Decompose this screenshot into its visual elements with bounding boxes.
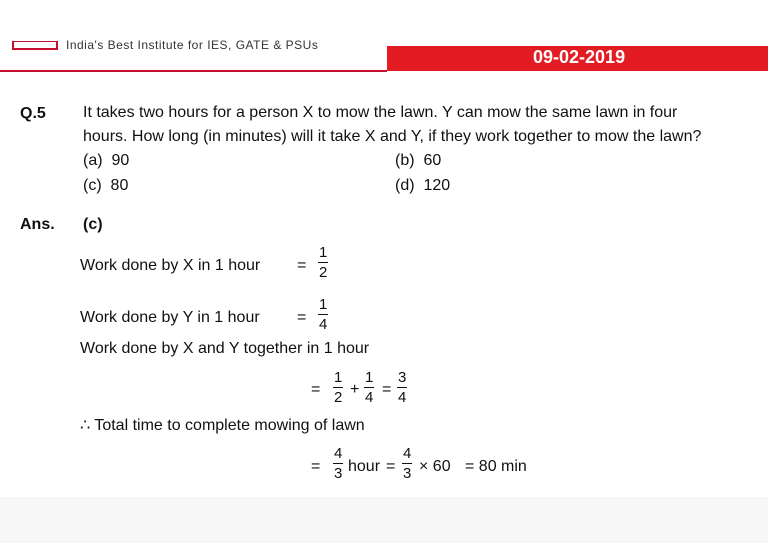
time-unit: hour (348, 458, 381, 475)
header-divider (0, 70, 387, 72)
question-line-1: It takes two hours for a person X to mow the lawn. Y can mow the same lawn in four (83, 104, 678, 121)
final-result: = 80 min (465, 458, 527, 475)
option-label: (c) (83, 177, 102, 194)
equals-sign: = (382, 381, 392, 398)
fraction-four-thirds (402, 445, 412, 482)
fraction-one-quarter (364, 369, 374, 406)
fraction-four-thirds (333, 445, 343, 482)
numerator: 1 (365, 369, 374, 386)
denominator: 4 (319, 316, 328, 333)
step-4-text: ∴ Total time to complete mowing of lawn (80, 417, 365, 434)
fraction-one-half (333, 369, 343, 406)
option-value: 120 (423, 177, 451, 194)
option-label: (a) (83, 152, 103, 169)
fraction-bar (364, 387, 374, 388)
plus-sign: + (350, 381, 360, 398)
option-label: (d) (395, 177, 415, 194)
denominator: 4 (365, 389, 374, 406)
denominator: 3 (334, 465, 343, 482)
equals-sign: = (311, 458, 321, 475)
exam-date: 09-02-2019 (533, 47, 626, 67)
denominator: 2 (319, 264, 328, 281)
equals-sign: = (386, 458, 396, 475)
step-2-text: Work done by Y in 1 hour (80, 309, 260, 326)
fraction-bar (333, 463, 343, 464)
numerator: 4 (334, 445, 343, 462)
fraction-bar (402, 463, 412, 464)
equals-sign: = (297, 257, 307, 274)
answer-choice: (c) (83, 216, 103, 233)
institute-logo (12, 41, 58, 50)
step-3-text: Work done by X and Y together in 1 hour (80, 340, 370, 357)
denominator: 2 (334, 389, 343, 406)
denominator: 3 (403, 465, 412, 482)
fraction-three-quarters (397, 369, 407, 406)
option-c (83, 177, 128, 195)
option-d (395, 177, 450, 195)
multiplier: × 60 (419, 458, 451, 475)
numerator: 1 (319, 296, 328, 313)
header-tagline: India's Best Institute for IES, GATE & PSUs (66, 38, 319, 52)
option-b (395, 152, 441, 170)
numerator: 4 (403, 445, 412, 462)
answer-label: Ans. (20, 216, 55, 233)
option-value: 80 (110, 177, 129, 194)
denominator: 4 (398, 389, 407, 406)
numerator: 1 (334, 369, 343, 386)
question-line-2: hours. How long (in minutes) will it take X and Y, if they work together to mow the lawn? (83, 128, 702, 145)
date-banner (387, 46, 768, 71)
fraction-bar (397, 387, 407, 388)
equals-sign: = (311, 381, 321, 398)
fraction-one-quarter (318, 296, 328, 333)
numerator: 1 (319, 244, 328, 261)
numerator: 3 (398, 369, 407, 386)
fraction-bar (318, 262, 328, 263)
option-label: (b) (395, 152, 415, 169)
option-value: 90 (111, 152, 130, 169)
fraction-bar (318, 314, 328, 315)
step-1-text: Work done by X in 1 hour (80, 257, 261, 274)
option-value: 60 (423, 152, 442, 169)
equals-sign: = (297, 309, 307, 326)
fraction-bar (333, 387, 343, 388)
question-number: Q.5 (20, 105, 46, 122)
option-a (83, 152, 129, 170)
fraction-one-half (318, 244, 328, 281)
page-bottom-margin (0, 497, 768, 543)
